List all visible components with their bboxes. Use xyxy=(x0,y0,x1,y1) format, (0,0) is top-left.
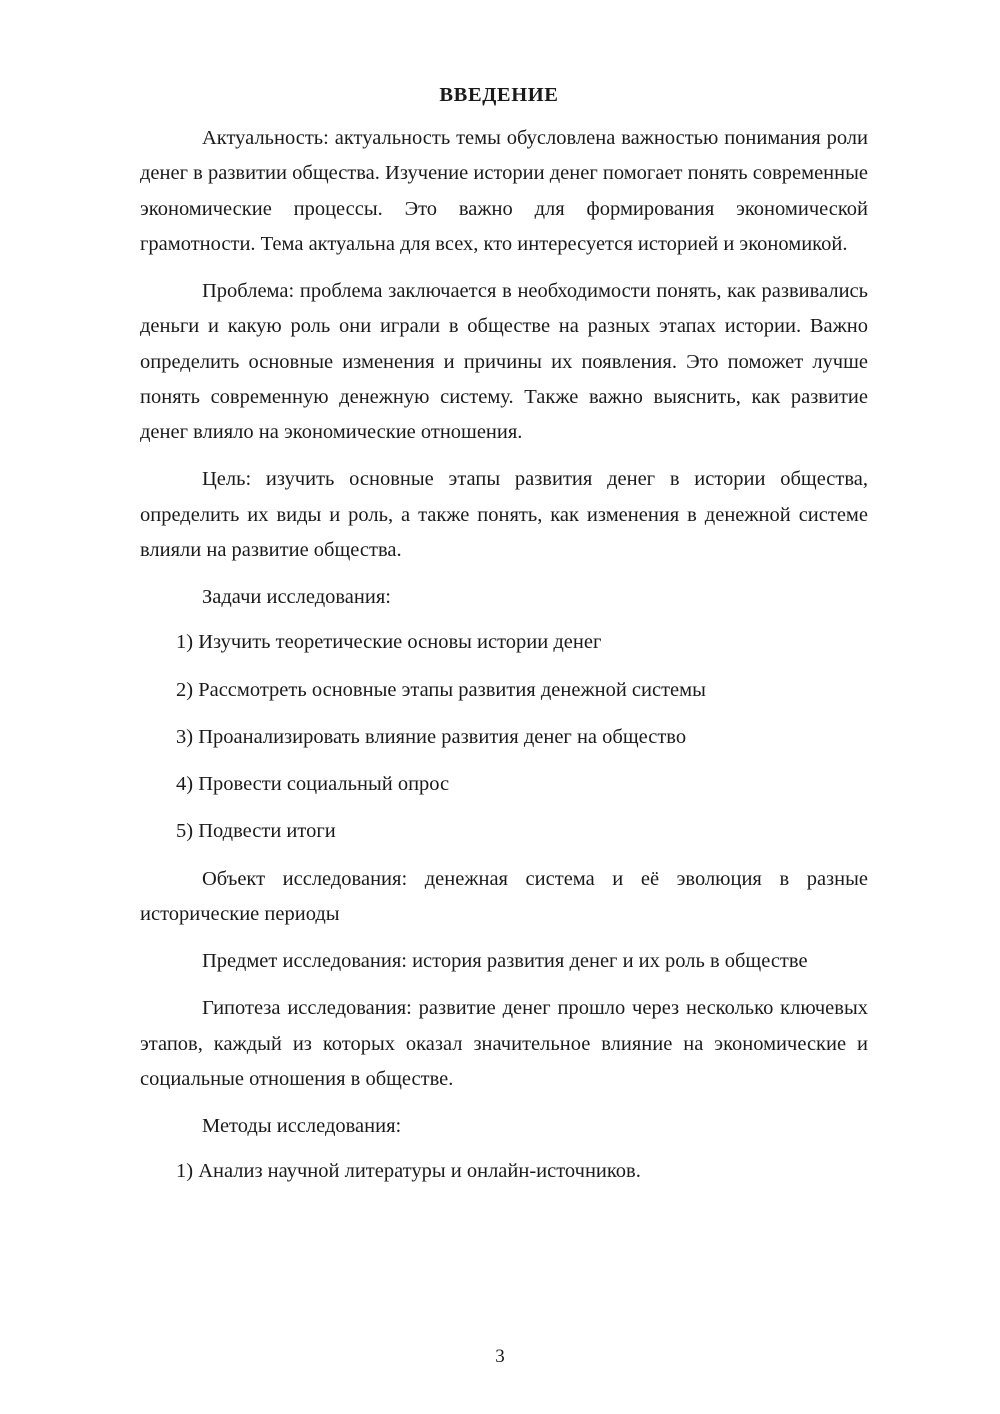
paragraph-problem: Проблема: проблема заключается в необходимости понять, как развивались деньги и какую роль они играли в обществе на разных этапах истории. Важно определить основные изменения и причины их появления. Это поможет лучше понять современную денежную систему. Также важно выяснить, как развитие денег влияло на экономические отношения. xyxy=(140,280,868,443)
list-item: 1) Изучить теоретические основы истории денег xyxy=(176,631,602,654)
paragraph-spacer xyxy=(140,452,928,462)
paragraph-spacer xyxy=(140,852,928,862)
paragraph-spacer xyxy=(140,1099,928,1109)
paragraph-spacer xyxy=(140,615,928,625)
list-item: 3) Проанализировать влияние развития денег на общество xyxy=(176,725,687,748)
paragraph-spacer xyxy=(140,663,928,673)
list-item: 4) Провести социальный опрос xyxy=(176,773,450,795)
tasks-label: Задачи исследования: xyxy=(202,586,391,608)
paragraph-subject: Предмет исследования: история развития денег и их роль в обществе xyxy=(202,950,808,972)
paragraph-spacer xyxy=(140,710,928,720)
paragraph-spacer xyxy=(140,757,928,767)
methods-label: Методы исследования: xyxy=(202,1115,402,1137)
page-title: ВВЕДЕНИЕ xyxy=(439,84,559,106)
paragraph-goal: Цель: изучить основные этапы развития денег в истории общества, определить их виды и роль, а также понять, как изменения в денежной системе влияли на развитие общества. xyxy=(140,468,868,561)
paragraph-spacer xyxy=(140,934,928,944)
paragraph-spacer xyxy=(140,1144,928,1154)
paragraph-spacer xyxy=(140,981,928,991)
page-number: 3 xyxy=(495,1346,505,1367)
list-item: 5) Подвести итоги xyxy=(176,820,336,843)
paragraph-spacer xyxy=(140,570,928,580)
paragraph-spacer xyxy=(140,804,928,814)
paragraph-object: Объект исследования: денежная система и её эволюция в разные исторические периоды xyxy=(140,867,868,925)
list-item: 1) Анализ научной литературы и онлайн-источников. xyxy=(176,1160,641,1183)
paragraph-hypothesis: Гипотеза исследования: развитие денег прошло через несколько ключевых этапов, каждый из которых оказал значительное влияние на экономические и социальные отношения в обществе. xyxy=(140,997,868,1090)
paragraph-relevance: Актуальность: актуальность темы обусловлена важностью понимания роли денег в развитии общества. Изучение истории денег помогает понять современные экономические процессы. Это важно для формирования экономической грамотности. Тема актуальна для всех, кто интересуется историей и экономикой. xyxy=(140,127,868,255)
list-item: 2) Рассмотреть основные этапы развития денежной системы xyxy=(176,678,706,701)
paragraph-spacer xyxy=(140,264,928,274)
